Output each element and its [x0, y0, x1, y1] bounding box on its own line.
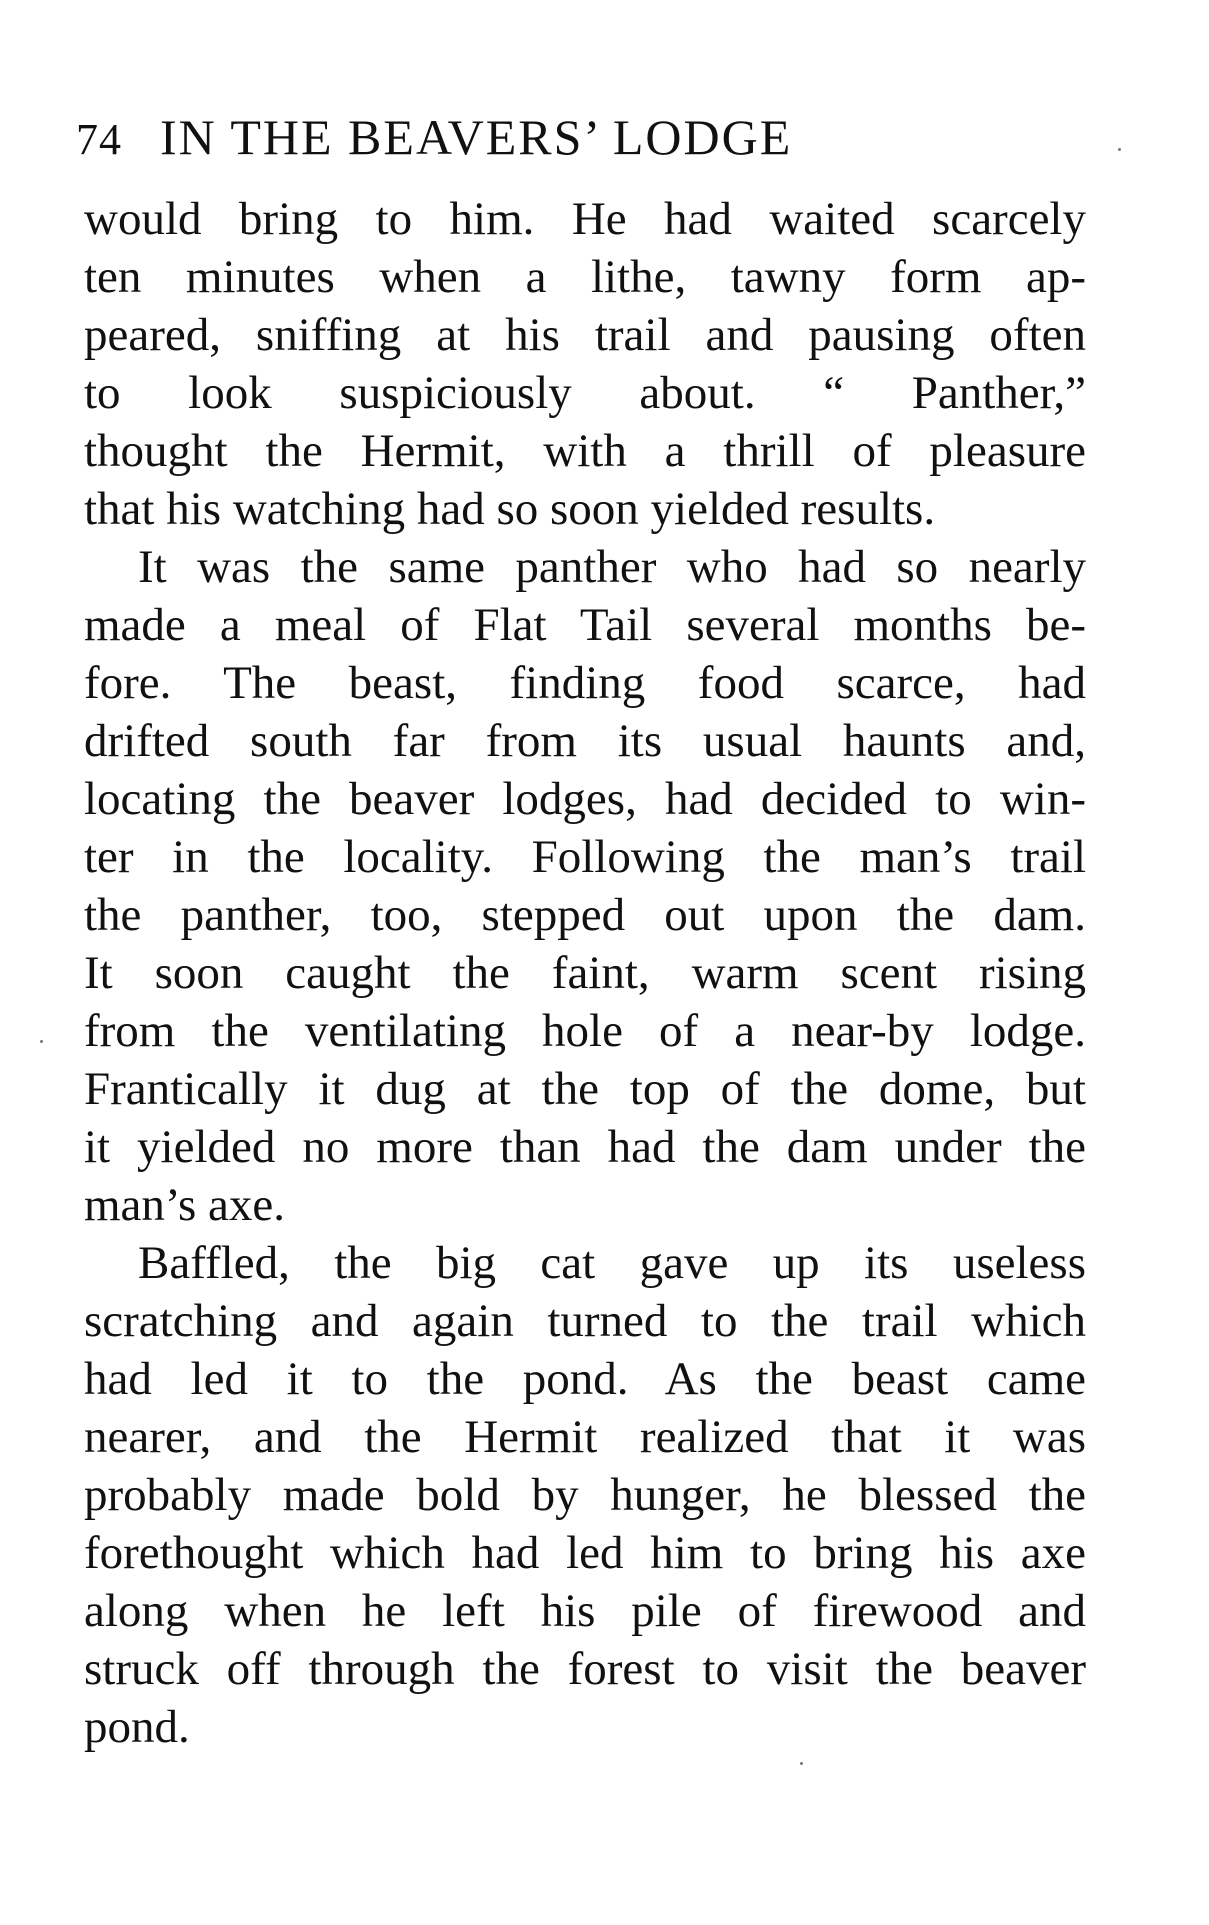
paragraph-3 — [84, 1234, 1086, 1756]
text-line: probably made bold by hunger, he blessed the — [84, 1469, 1086, 1521]
text-line: fore. The beast, finding food scarce, had — [84, 657, 1086, 709]
text-line: nearer, and the Hermit realized that it was — [84, 1411, 1086, 1463]
text-line: Frantically it dug at the top of the dome, but — [84, 1063, 1086, 1115]
text-line: ten minutes when a lithe, tawny form ap- — [84, 251, 1086, 303]
text-line: man’s axe. — [84, 1179, 285, 1231]
text-line: to look suspiciously about. “ Panther,” — [84, 367, 1086, 419]
text-line: would bring to him. He had waited scarcely — [84, 193, 1086, 245]
text-line: had led it to the pond. As the beast came — [84, 1353, 1086, 1405]
scan-speck — [800, 1762, 803, 1765]
text-line: made a meal of Flat Tail several months be- — [84, 599, 1086, 651]
text-line: It was the same panther who had so nearly — [138, 541, 1086, 593]
text-line: from the ventilating hole of a near-by lodge. — [84, 1005, 1086, 1057]
text-line: scratching and again turned to the trail which — [84, 1295, 1086, 1347]
running-header — [76, 108, 996, 178]
text-line: that his watching had so soon yielded results. — [84, 483, 936, 535]
text-line: peared, sniffing at his trail and pausing often — [84, 309, 1086, 361]
text-line: along when he left his pile of firewood and — [84, 1585, 1086, 1637]
body-text — [84, 190, 1086, 1756]
text-line: struck off through the forest to visit the beaver — [84, 1643, 1086, 1695]
text-line: the panther, too, stepped out upon the dam. — [84, 889, 1086, 941]
text-line: thought the Hermit, with a thrill of pleasure — [84, 425, 1086, 477]
running-title: IN THE BEAVERS’ LODGE — [160, 109, 793, 165]
text-line: It soon caught the faint, warm scent rising — [84, 947, 1086, 999]
text-line: Baffled, the big cat gave up its useless — [138, 1237, 1086, 1289]
page-number: 74 — [76, 115, 122, 164]
text-line: ter in the locality. Following the man’s trail — [84, 831, 1086, 883]
scan-speck — [1118, 148, 1121, 151]
paragraph-1 — [84, 190, 1086, 538]
text-line: pond. — [84, 1701, 190, 1753]
text-line: forethought which had led him to bring his axe — [84, 1527, 1086, 1579]
scan-speck — [40, 1040, 43, 1043]
text-line: it yielded no more than had the dam under the — [84, 1121, 1086, 1173]
text-line: locating the beaver lodges, had decided to win- — [84, 773, 1086, 825]
text-line: drifted south far from its usual haunts and, — [84, 715, 1086, 767]
paragraph-2 — [84, 538, 1086, 1234]
